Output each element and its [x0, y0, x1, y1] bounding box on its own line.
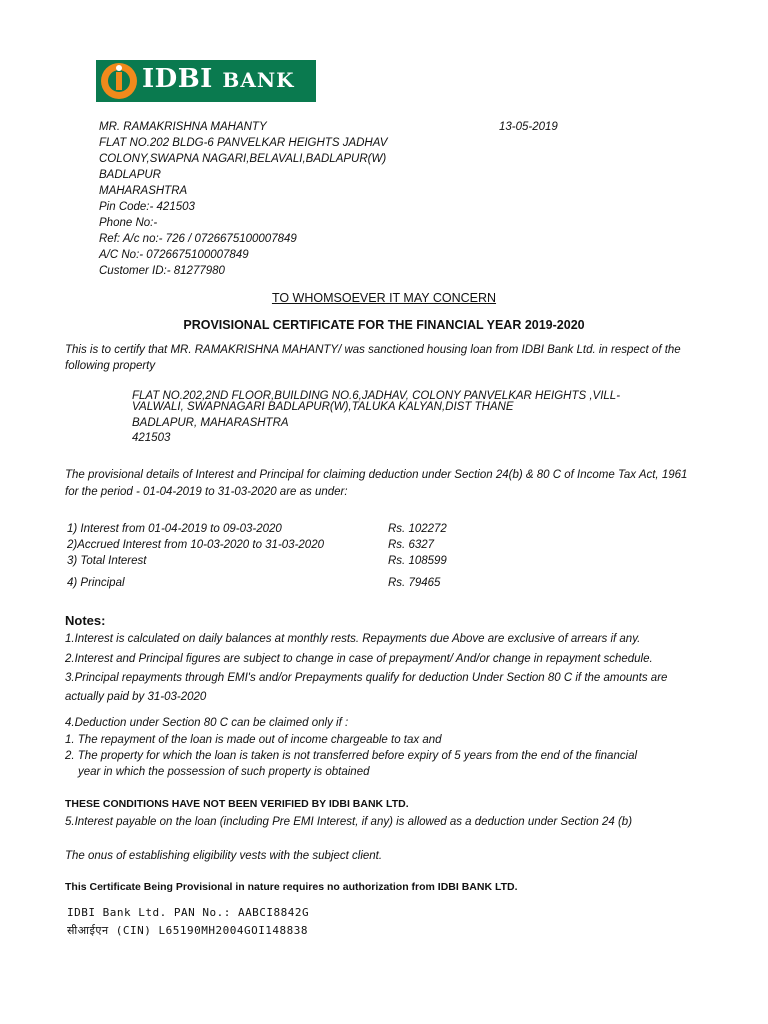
- note-item: 1.Interest is calculated on daily balances at monthly rests. Repayments due Above are exclusive of arrears if any.: [65, 633, 641, 645]
- reference-account: Ref: A/c no:- 726 / 0726675100007849: [99, 233, 297, 245]
- amount-label: 1) Interest from 01-04-2019 to 09-03-2020: [67, 523, 282, 535]
- property-line: VALWALI, SWAPNAGARI BADLAPUR(W),TALUKA KALYAN,DIST THANE: [132, 401, 514, 413]
- note-item: 1. The repayment of the loan is made out of income chargeable to tax and: [65, 734, 442, 746]
- amount-value: Rs. 102272: [388, 523, 447, 535]
- letter-date: 13-05-2019: [499, 121, 558, 133]
- amount-value: Rs. 108599: [388, 555, 447, 567]
- note-item: 2. The property for which the loan is taken is not transferred before expiry of 5 years from the end of the financial: [65, 750, 638, 762]
- customer-id: Customer ID:- 81277980: [99, 265, 225, 277]
- onus-statement: The onus of establishing eligibility vests with the subject client.: [65, 850, 383, 862]
- idbi-bank-logo: [96, 60, 316, 102]
- address-name: MR. RAMAKRISHNA MAHANTY: [99, 121, 267, 133]
- certificate-note: This Certificate Being Provisional in nature requires no authorization from IDBI BANK LTD.: [65, 881, 518, 893]
- amount-label: 2)Accrued Interest from 10-03-2020 to 31-03-2020: [67, 539, 324, 551]
- phone-no: Phone No:-: [99, 217, 158, 229]
- note-item: 5.Interest payable on the loan (including Pre EMI Interest, if any) is allowed as a deduction under Section 24 (b): [65, 816, 633, 828]
- conditions-notice: THESE CONDITIONS HAVE NOT BEEN VERIFIED BY IDBI BANK LTD.: [65, 798, 409, 810]
- amount-label: 4) Principal: [67, 577, 125, 589]
- pin-code: Pin Code:- 421503: [99, 201, 195, 213]
- note-item: 3.Principal repayments through EMI's and/or Prepayments qualify for deduction Under Section 80 C if the amounts are: [65, 672, 668, 684]
- address-line: COLONY,SWAPNA NAGARI,BELAVALI,BADLAPUR(W): [99, 153, 387, 165]
- idbi-emblem-icon: [101, 63, 137, 99]
- amount-label: 3) Total Interest: [67, 555, 147, 567]
- note-item: 2.Interest and Principal figures are subject to change in case of prepayment/ And/or change in repayment schedule.: [65, 653, 653, 665]
- logo-text: IDBI BANK: [142, 64, 295, 94]
- note-item: year in which the possession of such property is obtained: [78, 766, 370, 778]
- note-item: 4.Deduction under Section 80 C can be claimed only if :: [65, 717, 349, 729]
- account-number: A/C No:- 0726675100007849: [99, 249, 249, 261]
- provisional-line: for the period - 01-04-2019 to 31-03-2020 are as under:: [65, 486, 348, 498]
- intro-line: This is to certify that MR. RAMAKRISHNA MAHANTY/ was sanctioned housing loan from IDBI Bank Ltd. in respect of the: [65, 344, 681, 356]
- notes-heading: Notes:: [65, 613, 106, 628]
- address-line: BADLAPUR: [99, 169, 161, 181]
- to-whomsoever-heading: TO WHOMSOEVER IT MAY CONCERN: [271, 291, 497, 305]
- pan-number: IDBI Bank Ltd. PAN No.: AABCI8842G: [67, 906, 310, 919]
- note-item: actually paid by 31-03-2020: [65, 691, 207, 703]
- intro-line: following property: [65, 360, 156, 372]
- amount-value: Rs. 79465: [388, 577, 441, 589]
- property-line: BADLAPUR, MAHARASHTRA: [132, 417, 289, 429]
- cin-number: सीआईएन (CIN) L65190MH2004GOI148838: [67, 924, 309, 937]
- address-line: FLAT NO.202 BLDG-6 PANVELKAR HEIGHTS JADHAV: [99, 137, 388, 149]
- address-line: MAHARASHTRA: [99, 185, 188, 197]
- amount-value: Rs. 6327: [388, 539, 435, 551]
- property-line: FLAT NO.202,2ND FLOOR,BUILDING NO.6,JADHAV, COLONY PANVELKAR HEIGHTS ,VILL-: [132, 390, 621, 402]
- provisional-line: The provisional details of Interest and Principal for claiming deduction under Section 24(b) & 80 C of Income Tax Act, 1961: [65, 469, 688, 481]
- property-pin: 421503: [132, 432, 171, 444]
- certificate-title: PROVISIONAL CERTIFICATE FOR THE FINANCIAL YEAR 2019-2020: [183, 318, 585, 332]
